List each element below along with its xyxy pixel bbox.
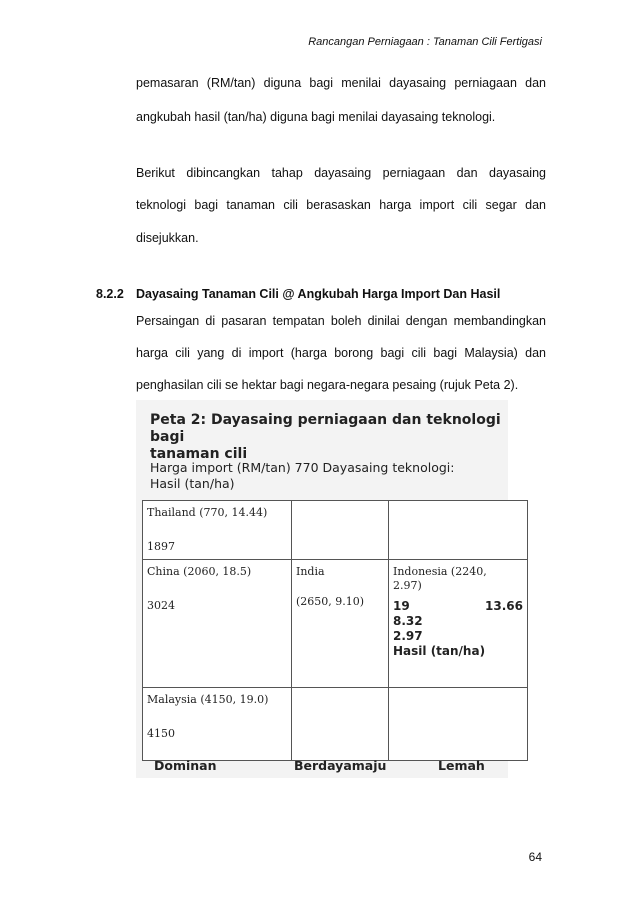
section-title: Dayasaing Tanaman Cili @ Angkubah Harga Import Dan Hasil: [136, 287, 501, 301]
figure-subtitle: Harga import (RM/tan) 770 Dayasaing teknologi: Hasil (tan/ha): [150, 460, 455, 491]
label-dominan: Dominan: [154, 758, 217, 773]
malaysia-value: 4150: [147, 727, 175, 740]
paragraph-3-line-3: penghasilan cili se hektar bagi negara-negara pesaing (rujuk Peta 2).: [136, 378, 519, 392]
thailand-label: Thailand (770, 14.44): [147, 506, 268, 519]
label-lemah: Lemah: [438, 758, 485, 773]
indonesia-label-1: Indonesia (2240,: [393, 565, 487, 578]
competitiveness-grid: [142, 500, 528, 761]
paragraph-1-line-1: pemasaran (RM/tan) diguna bagi menilai dayasaing perniagaan dan: [136, 76, 546, 90]
china-label: China (2060, 18.5): [147, 565, 252, 578]
china-value: 3024: [147, 599, 175, 612]
cell-empty: [389, 501, 528, 560]
cell-india: [292, 560, 389, 688]
axis-value: 19: [393, 599, 410, 613]
axis-label: Hasil (tan/ha): [393, 644, 486, 658]
section-number: 8.2.2: [96, 287, 124, 301]
malaysia-label: Malaysia (4150, 19.0): [147, 693, 269, 706]
paragraph-2-line-3: disejukkan.: [136, 231, 199, 245]
figure-title: Peta 2: Dayasaing perniagaan dan teknologi bagi tanaman cili: [150, 412, 501, 462]
india-label: India: [296, 565, 325, 578]
running-header: Rancangan Perniagaan : Tanaman Cili Fertigasi: [308, 36, 542, 48]
cell-indonesia: [389, 560, 528, 688]
cell-empty: [292, 501, 389, 560]
cell-empty: [292, 688, 389, 761]
paragraph-2-line-2: teknologi bagi tanaman cili berasaskan harga import cili segar dan: [136, 198, 546, 212]
cell-china: [143, 560, 292, 688]
paragraph-2-line-1: Berikut dibincangkan tahap dayasaing perniagaan dan dayasaing: [136, 166, 546, 180]
axis-value: 8.32: [393, 614, 423, 628]
thailand-value: 1897: [147, 540, 175, 553]
cell-empty: [389, 688, 528, 761]
paragraph-3-line-1: Persaingan di pasaran tempatan boleh dinilai dengan membandingkan: [136, 314, 546, 328]
paragraph-3-line-2: harga cili yang di import (harga borong bagi cili bagi Malaysia) dan: [136, 346, 546, 360]
india-coords: (2650, 9.10): [296, 595, 365, 608]
paragraph-1-line-2: angkubah hasil (tan/ha) diguna bagi menilai dayasaing teknologi.: [136, 110, 496, 124]
label-berdayamaju: Berdayamaju: [294, 758, 387, 773]
cell-thailand: [143, 501, 292, 560]
cell-malaysia: [143, 688, 292, 761]
axis-value: 2.97: [393, 629, 423, 643]
indonesia-axis-values: [393, 599, 523, 659]
figure-peta-2: [136, 400, 523, 778]
page-number: 64: [528, 850, 542, 864]
indonesia-label-2: 2.97): [393, 579, 422, 592]
axis-value: 13.66: [485, 599, 523, 613]
